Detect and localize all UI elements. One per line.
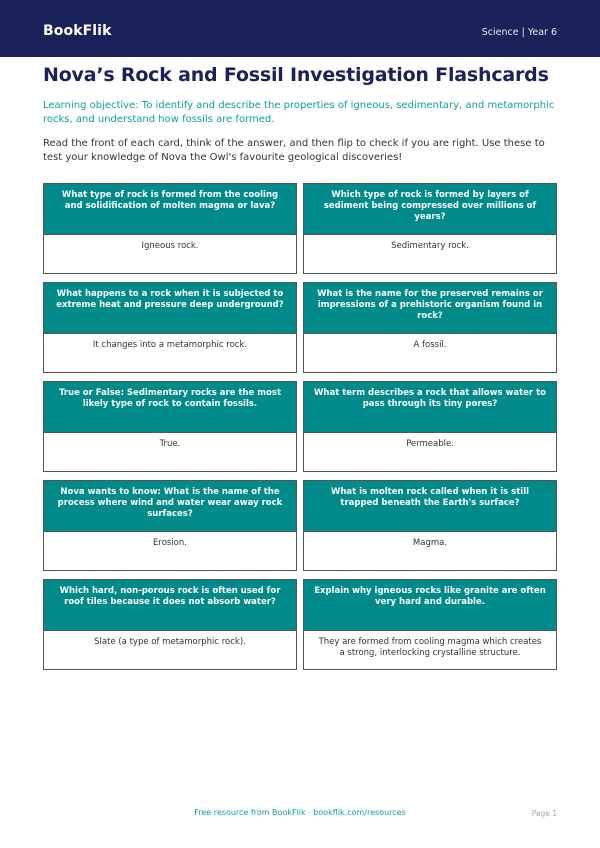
flashcard[interactable] [303,282,557,373]
flashcard-question: Explain why igneous rocks like granite are often very hard and durable. [304,580,556,630]
flashcard-answer: True. [44,432,296,471]
subject-label: Science | Year 6 [481,27,557,38]
flashcard-answer: A fossil. [304,333,556,372]
instructions: Read the front of each card, think of the answer, and then flip to check if you are right. Use these to test your knowledge of Nova the Owl's favourite geological discoveries! [43,138,545,163]
page-title: Nova’s Rock and Fossil Investigation Flashcards [43,64,549,86]
flashcard[interactable] [303,183,557,274]
flashcard[interactable] [43,480,297,571]
learning-objective: Learning objective: To identify and describe the properties of igneous, sedimentary, and metamorphic rocks, and understand how fossils are formed. [43,100,555,125]
header-bar [0,0,600,57]
flashcard-question: What type of rock is formed from the cooling and solidification of molten magma or lava? [44,184,296,234]
flashcard-question: What happens to a rock when it is subjected to extreme heat and pressure deep underground? [44,283,296,333]
flashcard-question: What term describes a rock that allows water to pass through its tiny pores? [304,382,556,432]
flashcard[interactable] [303,579,557,670]
flashcard-question: Which hard, non-porous rock is often used for roof tiles because it does not absorb water? [44,580,296,630]
flashcard-question: What is molten rock called when it is still trapped beneath the Earth's surface? [304,481,556,531]
flashcard[interactable] [43,579,297,670]
flashcard-answer: Sedimentary rock. [304,234,556,273]
flashcard-answer: Igneous rock. [44,234,296,273]
flashcard[interactable] [43,381,297,472]
flashcard-grid [43,183,557,670]
flashcard-question: Which type of rock is formed by layers of sediment being compressed over millions of years? [304,184,556,234]
footer-resource-link[interactable]: Free resource from BookFlik · bookflik.com/resources [194,808,406,817]
flashcard-question: What is the name for the preserved remains or impressions of a prehistoric organism found in rock? [304,283,556,333]
flashcard[interactable] [43,183,297,274]
flashcard-answer: Erosion. [44,531,296,570]
flashcard-answer: Permeable. [304,432,556,471]
flashcard-answer: It changes into a metamorphic rock. [44,333,296,372]
flashcard-question: True or False: Sedimentary rocks are the most likely type of rock to contain fossils. [44,382,296,432]
flashcard[interactable] [43,282,297,373]
flashcard[interactable] [303,381,557,472]
flashcard-answer: Magma. [304,531,556,570]
flashcard[interactable] [303,480,557,571]
flashcard-question: Nova wants to know: What is the name of the process where wind and water wear away rock surfaces? [44,481,296,531]
flashcard-answer: They are formed from cooling magma which creates a strong, interlocking crystalline structure. [304,630,556,669]
brand-logo[interactable]: BookFlik [43,23,112,39]
flashcard-answer: Slate (a type of metamorphic rock). [44,630,296,669]
page-number: Page 1 [531,809,557,818]
